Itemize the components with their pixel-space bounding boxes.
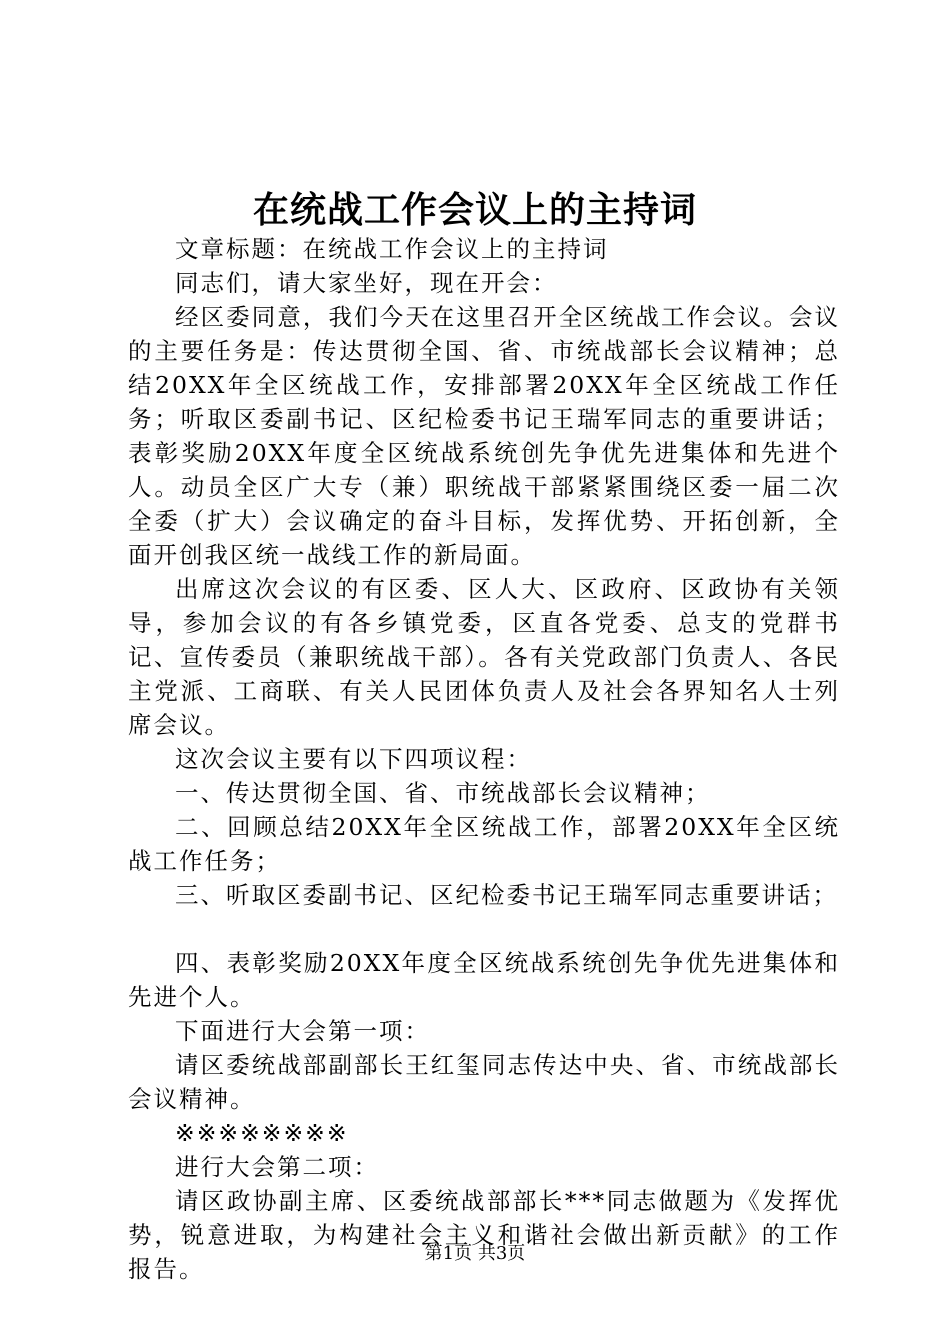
paragraph-agenda-intro: 这次会议主要有以下四项议程： <box>175 745 532 773</box>
paragraph-greeting: 同志们，请大家坐好，现在开会： <box>175 269 558 297</box>
paragraph-agenda-item-4: 四、表彰奖励20XX年度全区统战系统创先争优先进集体和先进个人。 <box>128 949 840 1011</box>
paragraph-article-title: 文章标题：在统战工作会议上的主持词 <box>175 235 609 263</box>
document-title: 在统战工作会议上的主持词 <box>252 189 697 231</box>
paragraph-first-item-detail: 请区委统战部副部长王红玺同志传达中央、省、市统战部长会议精神。 <box>128 1051 840 1113</box>
paragraph-purpose: 经区委同意，我们今天在这里召开全区统战工作会议。会议的主要任务是：传达贯彻全国、省、市统战部长会议精神；总结20XX年全区统战工作，安排部署20XX年全区统战工作任务；听取区委副书记、区纪检委书记王瑞军同志的重要讲话；表彰奖励20XX年度全区统战系统创先争优先进集体和先进个人。动员全区广大专（兼）职统战干部紧紧围绕区委一届二次全委（扩大）会议确定的奋斗目标，发挥优势、开拓创新，全面开创我区统一战线工作的新局面。 <box>128 303 840 569</box>
paragraph-agenda-item-2: 二、回顾总结20XX年全区统战工作，部署20XX年全区统战工作任务； <box>128 813 840 875</box>
blank-line <box>128 912 840 946</box>
paragraph-agenda-item-1: 一、传达贯彻全国、省、市统战部长会议精神； <box>175 779 711 807</box>
paragraph-attendees: 出席这次会议的有区委、区人大、区政府、区政协有关领导，参加会议的有各乡镇党委，区直各党委、总支的党群书记、宣传委员（兼职统战干部）。各有关党政部门负责人、各民主党派、工商联、有关人民团体负责人及社会各界知名人士列席会议。 <box>128 575 840 739</box>
paragraph-separator: ※※※※※※※※ <box>175 1119 349 1147</box>
paragraph-agenda-item-3: 三、听取区委副书记、区纪检委书记王瑞军同志重要讲话； <box>175 881 838 909</box>
page-footer: 第1页 共3页 <box>424 1243 526 1264</box>
document-body <box>128 232 840 1286</box>
paragraph-second-item: 进行大会第二项： <box>175 1153 379 1181</box>
paragraph-second-item-detail: 请区政协副主席、区委统战部部长***同志做题为《发挥优势，锐意进取，为构建社会主义和谐社会做出新贡献》的工作报告。 <box>128 1187 840 1283</box>
paragraph-first-item: 下面进行大会第一项： <box>175 1017 430 1045</box>
